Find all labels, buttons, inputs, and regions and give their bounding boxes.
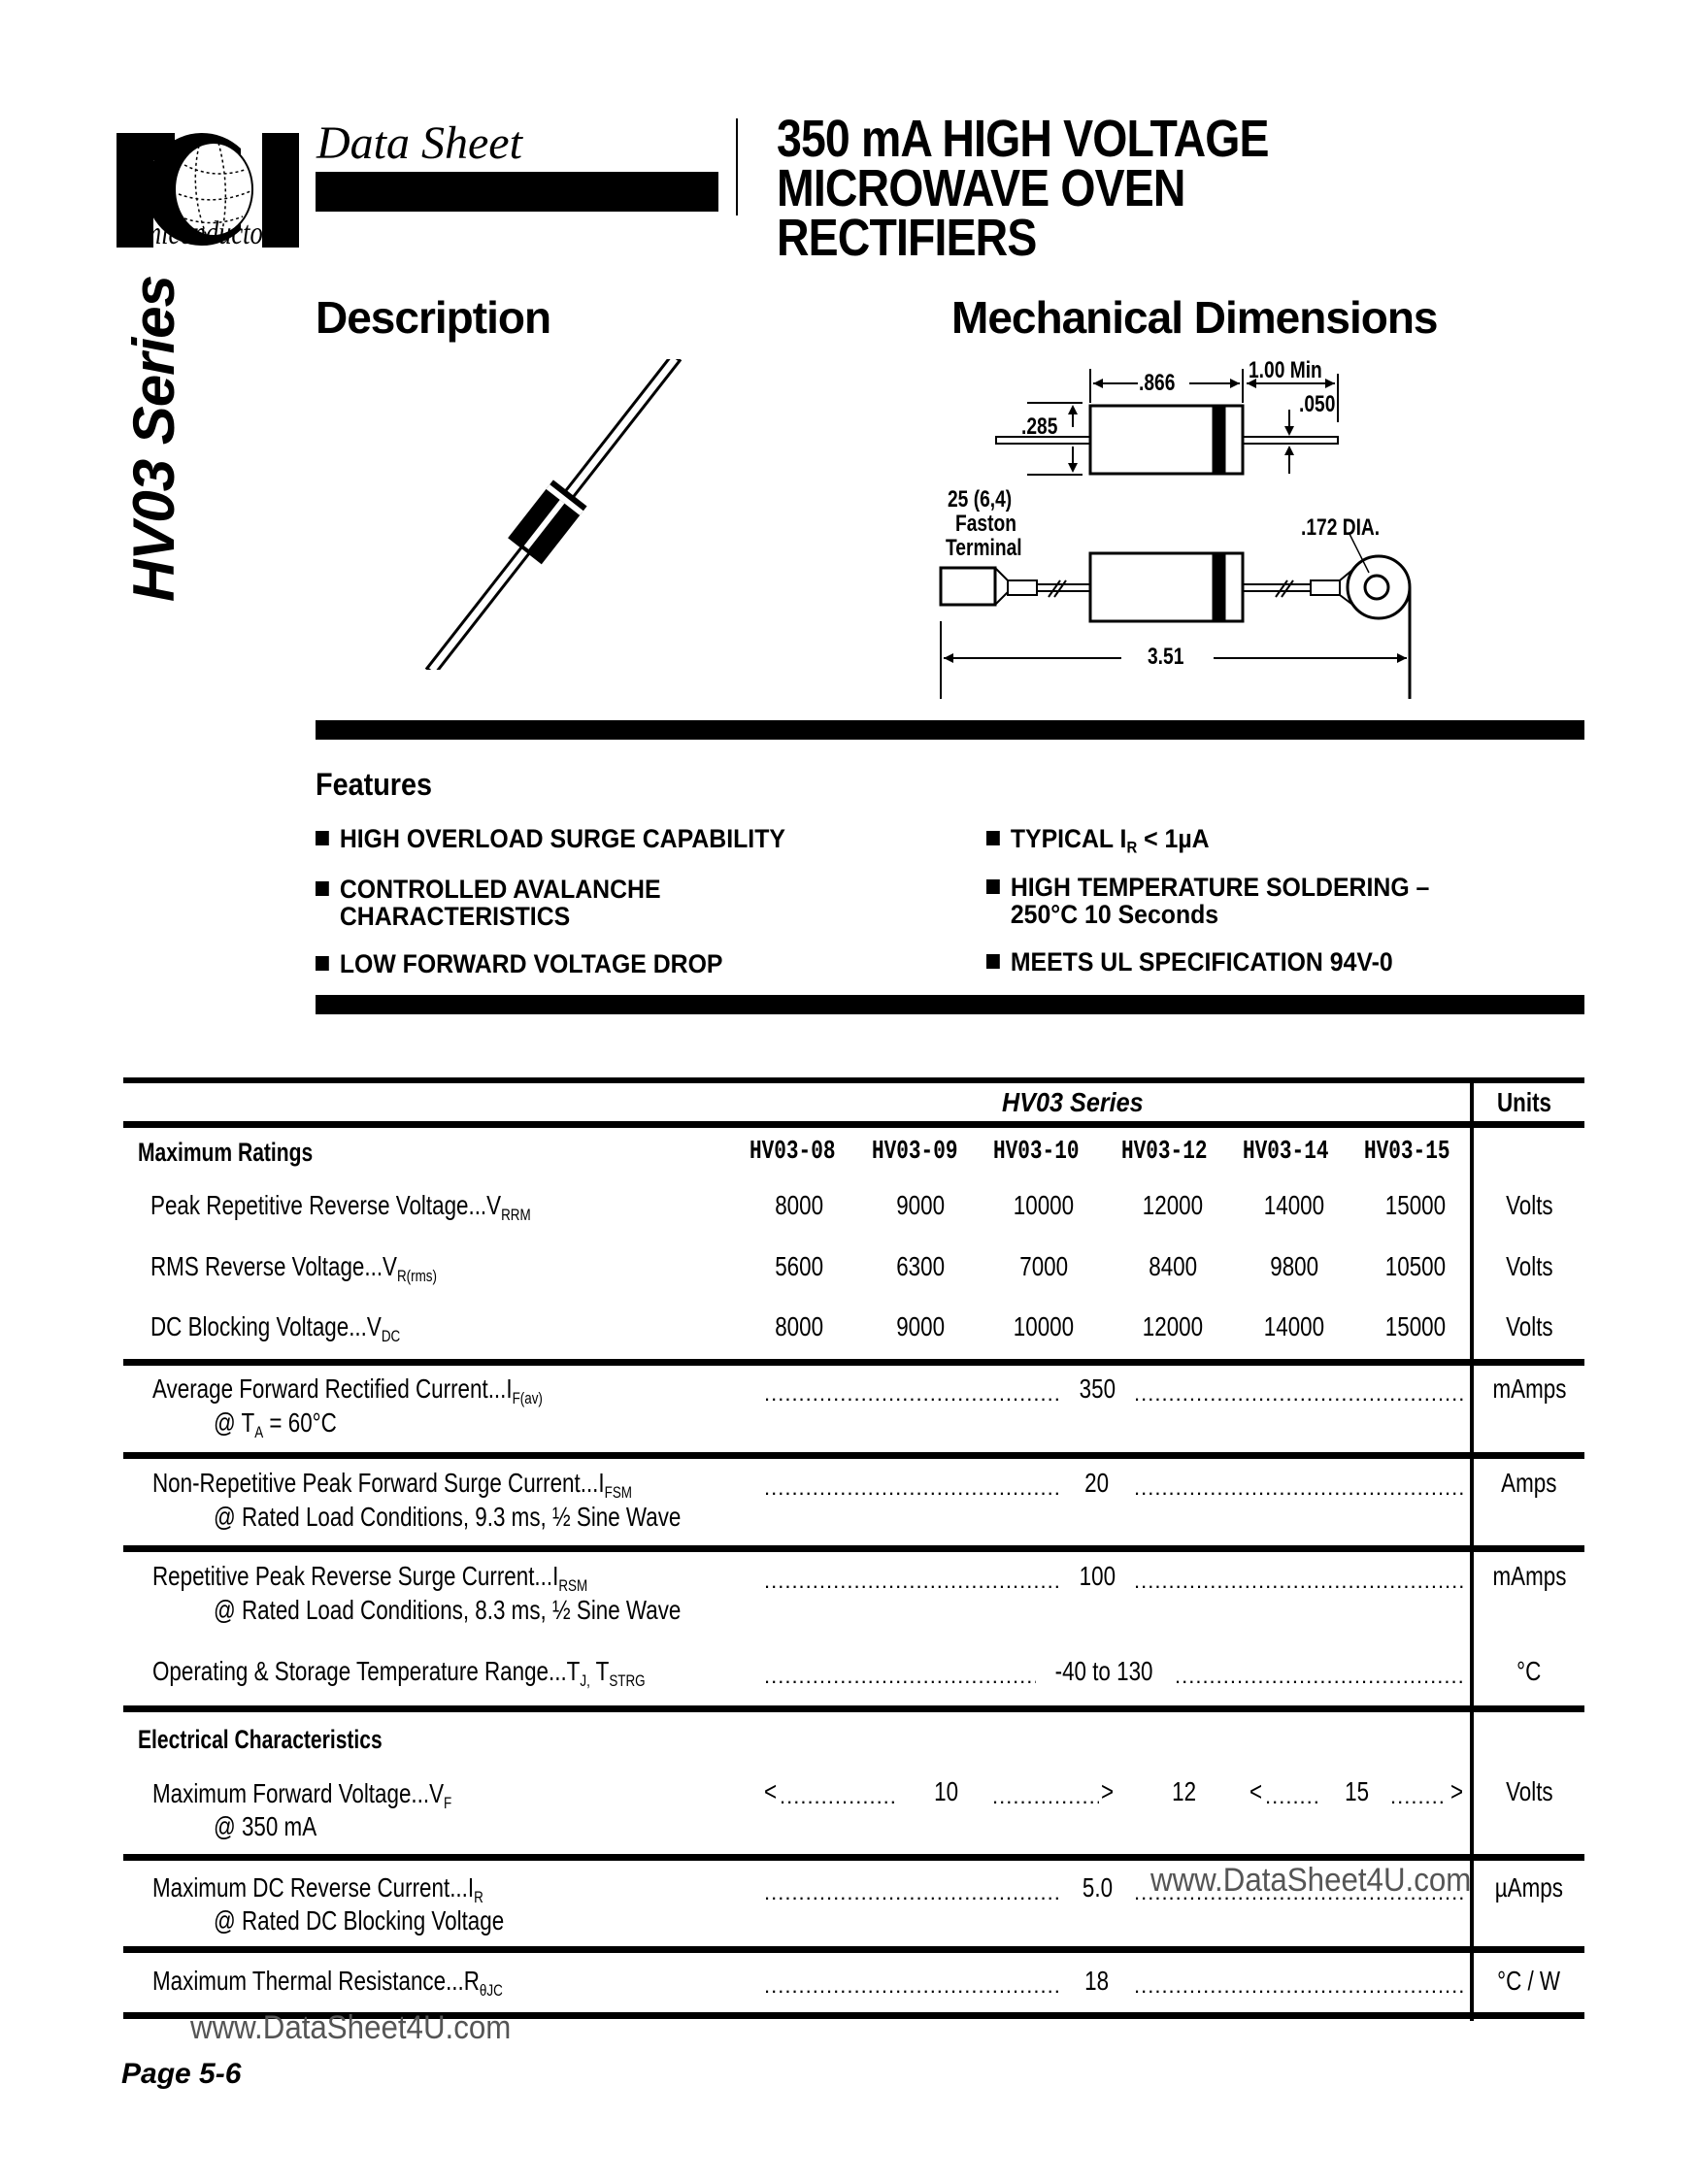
cell-value: 12000 <box>1142 1311 1204 1341</box>
cell-value: 12 <box>1172 1776 1197 1806</box>
table-rule <box>123 1452 1584 1459</box>
title-divider <box>736 118 738 215</box>
faston-label-2: Faston <box>955 511 1016 537</box>
model-header: HV03-08 <box>750 1138 836 1167</box>
cell-value: 5600 <box>775 1251 823 1281</box>
cell-unit: Volts <box>1505 1190 1553 1220</box>
leader-dots <box>992 1779 1099 1810</box>
section-rule <box>316 995 1584 1014</box>
bullet-square-icon <box>986 954 1000 969</box>
title-line: RECTIFIERS <box>777 209 1037 267</box>
cell-value: 18 <box>1084 1966 1110 1996</box>
watermark-link[interactable]: www.DataSheet4U.com <box>1150 1862 1472 1899</box>
table-top-rule <box>123 1077 1584 1083</box>
leader-dots <box>1265 1779 1318 1810</box>
cell-value: 10000 <box>1013 1311 1075 1341</box>
range-open-bracket: < <box>1249 1776 1263 1806</box>
cell-value: 6300 <box>896 1251 945 1281</box>
feature-item: CONTROLLED AVALANCHE CHARACTERISTICS <box>316 876 661 930</box>
dimension-drawing-icon <box>932 349 1553 709</box>
dim-lead-dia: .050 <box>1299 391 1336 417</box>
cell-unit: µAmps <box>1494 1872 1564 1903</box>
max-ratings-label: Maximum Ratings <box>138 1138 314 1167</box>
cell-unit: Volts <box>1505 1311 1553 1341</box>
leader-dots <box>1134 1564 1464 1595</box>
bullet-square-icon <box>316 831 329 845</box>
cell-unit: °C <box>1516 1656 1542 1686</box>
cell-value: 14000 <box>1263 1311 1325 1341</box>
cell-value: 100 <box>1079 1561 1116 1591</box>
range-close-bracket: > <box>1101 1776 1115 1806</box>
faston-label-1: 25 (6,4) <box>948 486 1013 513</box>
page-title <box>777 110 1269 267</box>
cell-value: 10 <box>934 1776 959 1806</box>
cell-value: 9800 <box>1270 1251 1318 1281</box>
features-heading: Features <box>316 767 433 802</box>
logo-subtitle: Semiconductor <box>118 215 274 251</box>
cell-value: 8400 <box>1149 1251 1197 1281</box>
section-rule <box>316 720 1584 740</box>
cell-unit: mAmps <box>1492 1373 1566 1404</box>
row-condition: @ Rated Load Conditions, 8.3 ms, ½ Sine Wave <box>214 1595 682 1625</box>
cell-value: 14000 <box>1263 1190 1325 1220</box>
range-close-bracket: > <box>1450 1776 1464 1806</box>
title-line: MICROWAVE OVEN <box>777 159 1185 217</box>
row-label: DC Blocking $Voltage...V_{DC}$ <box>150 1311 401 1345</box>
range-open-bracket: < <box>764 1776 778 1806</box>
table-rule <box>123 1359 1584 1366</box>
cell-value: 7000 <box>1019 1251 1068 1281</box>
bullet-square-icon <box>316 881 329 896</box>
cell-value: 12000 <box>1142 1190 1204 1220</box>
side-series-title <box>120 276 186 602</box>
cell-value: 5.0 <box>1082 1872 1113 1903</box>
cell-unit: mAmps <box>1492 1561 1566 1591</box>
row-condition: @ Rated DC Blocking Voltage <box>214 1905 505 1936</box>
row-label: Peak Repetitive Reverse $Voltage...V_{RRM}$ <box>150 1190 531 1224</box>
cell-value: -40 to 130 <box>1054 1656 1153 1686</box>
leader-dots <box>1175 1659 1464 1690</box>
dim-body-dia: .285 <box>1021 414 1058 440</box>
faston-label-3: Terminal <box>946 535 1022 561</box>
leader-dots <box>764 1659 1036 1690</box>
cell-value: 9000 <box>896 1190 945 1220</box>
feature-item: TYPICAL $I_R < 1\mu A$ <box>986 825 1210 862</box>
dim-body-length: .866 <box>1139 370 1176 396</box>
model-header: HV03-14 <box>1243 1138 1329 1167</box>
row-label: Operating & Storage Temperature $Range...T_{J,}$ $T_{STRG}$ <box>152 1656 646 1690</box>
dim-ring-dia: .172 DIA. <box>1301 514 1381 541</box>
cell-value: 15 <box>1345 1776 1370 1806</box>
leader-dots <box>764 1471 1060 1502</box>
leader-dots <box>764 1875 1060 1906</box>
description-heading: Description <box>316 292 551 343</box>
cell-unit: Amps <box>1501 1468 1557 1498</box>
row-label: RMS Reverse $Voltage...V_{R(rms)}$ <box>150 1251 437 1285</box>
table-header-rule <box>123 1121 1584 1128</box>
feature-item: MEETS UL SPECIFICATION 94V-0 <box>986 948 1393 976</box>
bullet-square-icon <box>986 879 1000 894</box>
row-label: Average Forward Rectified $Current...I_{F(av)}$ <box>152 1373 543 1407</box>
cell-unit: Volts <box>1505 1251 1553 1281</box>
watermark-link[interactable]: www.DataSheet4U.com <box>190 2009 512 2046</box>
row-label: Maximum Forward $Voltage...V_F$ <box>152 1778 452 1812</box>
model-header: HV03-09 <box>872 1138 958 1167</box>
diode-icon <box>388 359 718 670</box>
dim-overall-length: 3.51 <box>1148 644 1184 670</box>
table-rule <box>123 1705 1584 1712</box>
row-label: Maximum DC Reverse $Current...I_R$ <box>152 1872 483 1906</box>
cell-value: 8000 <box>775 1190 823 1220</box>
table-rule <box>123 1854 1584 1861</box>
cell-value: 10500 <box>1384 1251 1447 1281</box>
leader-dots <box>1134 1471 1464 1502</box>
units-header: Units <box>1497 1087 1551 1117</box>
cell-value: 10000 <box>1013 1190 1075 1220</box>
series-header: HV03 Series <box>1002 1087 1144 1117</box>
row-condition: @ 350 mA <box>214 1811 317 1841</box>
cell-value: 8000 <box>775 1311 823 1341</box>
cell-value: 15000 <box>1384 1311 1447 1341</box>
mechanical-drawing <box>932 349 1553 709</box>
doc-type-label: Data Sheet <box>316 117 522 169</box>
leader-dots <box>1134 1969 1464 2000</box>
leader-dots <box>764 1564 1060 1595</box>
feature-item: LOW FORWARD VOLTAGE DROP <box>316 950 723 977</box>
bullet-square-icon <box>316 956 329 971</box>
diode-illustration <box>388 359 718 670</box>
row-label: Maximum Thermal $Resistance...R_{\theta JC}$ <box>152 1966 503 2000</box>
cell-value: 350 <box>1079 1373 1116 1404</box>
bullet-square-icon <box>986 831 1000 845</box>
cell-value: 20 <box>1084 1468 1110 1498</box>
row-label: Non-Repetitive Peak Forward Surge $Current...I_{FSM}$ <box>152 1468 632 1502</box>
row-label: Repetitive Peak Reverse Surge $Current...I_{RSM}$ <box>152 1561 588 1595</box>
model-header: HV03-15 <box>1364 1138 1450 1167</box>
leader-dots <box>764 1969 1060 2000</box>
side-title-text: HV03 Series <box>121 276 186 602</box>
title-line: 350 mA HIGH VOLTAGE <box>777 110 1269 168</box>
leader-dots <box>1390 1779 1444 1810</box>
cell-unit: °C / W <box>1497 1966 1561 1996</box>
feature-item: HIGH OVERLOAD SURGE CAPABILITY <box>316 825 785 852</box>
row-condition: @ $T_A = 60^\circ C$ <box>214 1407 337 1441</box>
feature-item: HIGH TEMPERATURE SOLDERING – 250°C 10 Seconds <box>986 874 1429 928</box>
leader-dots <box>1134 1376 1464 1407</box>
page-number: Page 5-6 <box>121 2058 242 2090</box>
dim-lead-length: 1.00 Min <box>1249 357 1322 383</box>
row-condition: @ Rated Load Conditions, 9.3 ms, ½ Sine Wave <box>214 1502 682 1532</box>
header-bar <box>316 172 718 212</box>
table-rule <box>123 1545 1584 1552</box>
leader-dots <box>764 1376 1060 1407</box>
cell-value: 9000 <box>896 1311 945 1341</box>
cell-unit: Volts <box>1505 1776 1553 1806</box>
table-rule <box>123 1946 1584 1953</box>
leader-dots <box>780 1779 898 1810</box>
cell-value: 15000 <box>1384 1190 1447 1220</box>
elec-char-label: Electrical Characteristics <box>138 1725 383 1754</box>
model-header: HV03-10 <box>993 1138 1080 1167</box>
model-header: HV03-12 <box>1121 1138 1208 1167</box>
mechanical-dimensions-heading: Mechanical Dimensions <box>951 292 1438 343</box>
